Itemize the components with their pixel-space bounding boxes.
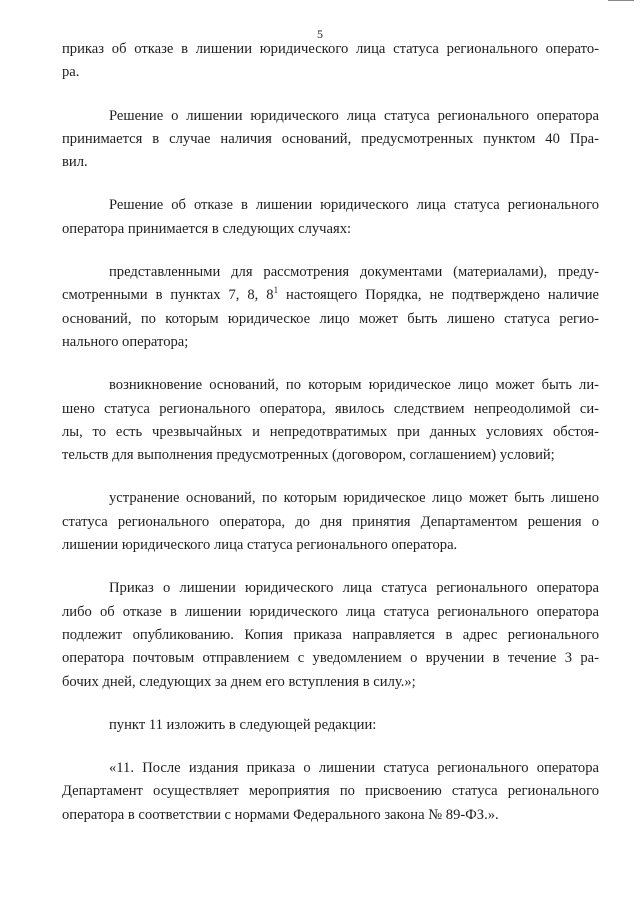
paragraph-line: нального оператора;: [62, 333, 189, 350]
paragraph-line: лы, то есть чрезвычайных и непредотвратимых при данных условиях обстоя-: [62, 423, 599, 440]
paragraph-line: пункт 11 изложить в следующей редакции:: [109, 716, 377, 733]
paragraph-7: [62, 577, 599, 693]
paragraph-9: [62, 757, 599, 827]
paragraph-line: устранение оснований, по которым юридическое лицо может быть лишено: [109, 490, 599, 507]
paragraph-line: представленными для рассмотрения документами (материалами), преду-: [109, 264, 599, 281]
paragraph-line: либо об отказе в лишении юридического лица статуса регионального оператора: [62, 603, 599, 620]
paragraph-8: [62, 714, 599, 737]
paragraph-line: статуса регионального оператора, до дня принятия Департаментом решения о: [62, 513, 599, 530]
document-body: [62, 38, 599, 847]
paragraph-line: Решение о лишении юридического лица статуса регионального оператора: [109, 107, 599, 124]
paragraph-line-with-footnote: [62, 284, 599, 307]
paragraph-1: [62, 38, 599, 85]
footnote-superscript: 1: [273, 285, 279, 296]
paragraph-line: оператора принимается в следующих случаях:: [62, 220, 352, 237]
paragraph-line: оператора в соответствии с нормами Федерального закона № 89-ФЗ.».: [62, 806, 499, 823]
paragraph-line: оснований, по которым юридическое лицо может быть лишено статуса регио-: [62, 310, 599, 327]
paragraph-text-fragment: настоящего Порядка, не подтверждено наличие: [278, 287, 599, 304]
paragraph-line: «11. После издания приказа о лишении статуса регионального оператора: [109, 760, 599, 777]
page-number: 5: [317, 27, 323, 41]
paragraph-line: ра.: [62, 64, 80, 81]
paragraph-line: Департамент осуществляет мероприятия по присвоению статуса регионального: [62, 783, 599, 800]
paragraph-2: [62, 105, 599, 175]
paragraph-line: бочих дней, следующих за днем его вступления в силу.»;: [62, 673, 416, 690]
paragraph-line: оператора почтовым отправлением с уведомлением о вручении в течение 3 ра-: [62, 650, 599, 667]
paragraph-6: [62, 487, 599, 557]
paragraph-4: [62, 261, 599, 354]
paragraph-line: Приказ о лишении юридического лица статуса регионального оператора: [109, 580, 599, 597]
paragraph-3: [62, 194, 599, 241]
paragraph-line: вил.: [62, 154, 88, 171]
paragraph-line: тельств для выполнения предусмотренных (договором, соглашением) условий;: [62, 447, 555, 464]
paragraph-5: [62, 374, 599, 467]
paragraph-line: лишении юридического лица статуса регионального оператора.: [62, 537, 458, 554]
paragraph-line: шено статуса регионального оператора, явилось следствием непреодолимой си-: [62, 400, 599, 417]
paragraph-line: принимается в случае наличия оснований, предусмотренных пунктом 40 Пра-: [62, 130, 599, 147]
paragraph-line: приказ об отказе в лишении юридического лица статуса регионального операто-: [62, 41, 599, 57]
paragraph-line: подлежит опубликованию. Копия приказа направляется в адрес регионального: [62, 626, 599, 643]
paragraph-text-fragment: смотренными в пунктах 7, 8, 8: [62, 287, 274, 304]
scan-corner-mark: [608, 0, 634, 5]
paragraph-line: возникновение оснований, по которым юридическое лицо может быть ли-: [109, 377, 599, 394]
paragraph-line: Решение об отказе в лишении юридического лица статуса регионального: [109, 197, 599, 214]
